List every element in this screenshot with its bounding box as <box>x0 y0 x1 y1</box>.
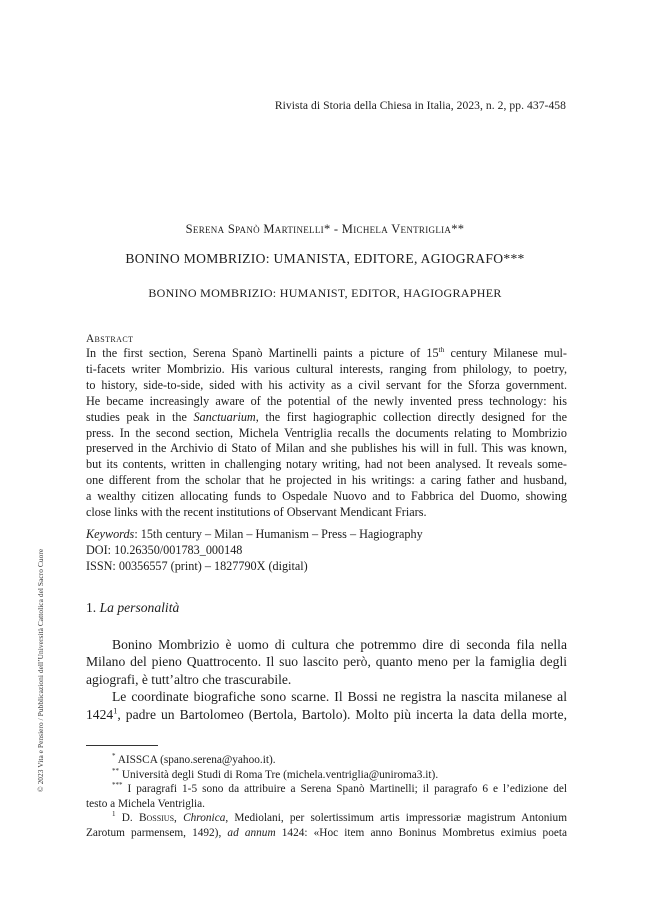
article-title-english: BONINO MOMBRIZIO: HUMANIST, EDITOR, HAGIOGRAPHER <box>148 286 502 300</box>
body-line: Milano del pieno Quattrocento. Il suo lascito però, quanto meno per la famiglia degli <box>86 654 567 670</box>
footnote: *** I paragrafi 1-5 sono da attribuire a Serena Spanò Martinelli; il paragrafo 6 e l’edizione del <box>112 781 567 796</box>
article-title-italian: BONINO MOMBRIZIO: UMANISTA, EDITORE, AGIOGRAFO*** <box>125 251 525 266</box>
abstract-line: ti-facets writer Mombrizio. His various cultural interests, ranging from philology, to poetry, <box>86 361 567 376</box>
footnote: $^1$ D. Bossius, Chronica, Mediolani, per solertissimum artis impressoriæ magistrum Antonium <box>112 810 567 825</box>
footnote-separator <box>86 745 158 746</box>
abstract-line: In the first section, Serena Spanò Martinelli paints a picture of 15th century Milanese mul- <box>86 344 567 360</box>
body-line: Le coordinate biografiche sono scarne. Il Bossi ne registra la nascita milanese al <box>112 689 567 705</box>
footnote-continuation: Zarotum parmensem, 1492), ad annum 1424: «Hoc item anno Boninus Mombretus eximius poeta <box>86 826 568 839</box>
doi-line: DOI: 10.26350/001783_000148 <box>86 542 243 557</box>
abstract-label: Abstract <box>86 333 134 345</box>
abstract-line: preserved in the Archivio di Stato of Milan and she publishes his will in full. This was known, <box>86 441 567 456</box>
body-line: Bonino Mombrizio è uomo di cultura che potremmo dire di seconda fila nella <box>112 637 567 652</box>
abstract-line: one different from the scholar that he projected in his writings: a caring father and husband, <box>86 473 567 488</box>
side-copyright-notice: © 2023 Vita e Pensiero / Pubblicazioni dell’Università Cattolica del Sacro Cuore <box>36 548 45 792</box>
section-heading: 1. La personalità <box>86 600 180 615</box>
keywords-line: Keywords: 15th century – Milan – Humanism – Press – Hagiography <box>86 527 423 541</box>
abstract-line: press. In the second section, Michela Ventriglia recalls the documents relating to Mombrizio <box>86 425 567 440</box>
abstract-line: He became increasingly aware of the potential of the newly invented press technology: his <box>86 393 567 408</box>
footnote-continuation: testo a Michela Ventriglia. <box>86 797 206 810</box>
abstract-text <box>86 346 567 521</box>
body-line: 1424$^1$, padre un Bartolomeo (Bertola, Bartolo). Molto più incerta la data della morte, <box>86 705 567 722</box>
body-text <box>86 636 567 723</box>
journal-citation: Rivista di Storia della Chiesa in Italia, 2023, n. 2, pp. 437-458 <box>274 99 566 112</box>
footnotes <box>86 753 567 841</box>
footnote: * AISSCA (spano.serena@yahoo.it). <box>112 752 276 766</box>
footnote: ** Università degli Studi di Roma Tre (michela.ventriglia@uniroma3.it). <box>112 766 439 781</box>
abstract-line: studies peak in the Sanctuarium, the first hagiographic collection directly designed for the <box>86 409 568 424</box>
abstract-line: a wealthy citizen allocating funds to Ospedale Nuovo and to Fabbrica del Duomo, showing <box>86 489 567 504</box>
abstract-line: close links with the recent institutions of Observant Mendicant Friars. <box>86 505 427 520</box>
article-metadata <box>86 527 423 575</box>
body-line: agiografi, è tutt’altro che trascurabile. <box>86 671 292 687</box>
abstract-line: but its contents, written in challenging notary writing, had not been analysed. It reveals some- <box>86 457 567 472</box>
article-authors: Serena Spanò Martinelli* - Michela Ventriglia** <box>185 222 465 236</box>
issn-line: ISSN: 00356557 (print) – 1827790X (digital) <box>86 558 308 573</box>
abstract-line: to history, side-to-side, sided with his activity as a civil servant for the Sforza government. <box>86 377 567 392</box>
